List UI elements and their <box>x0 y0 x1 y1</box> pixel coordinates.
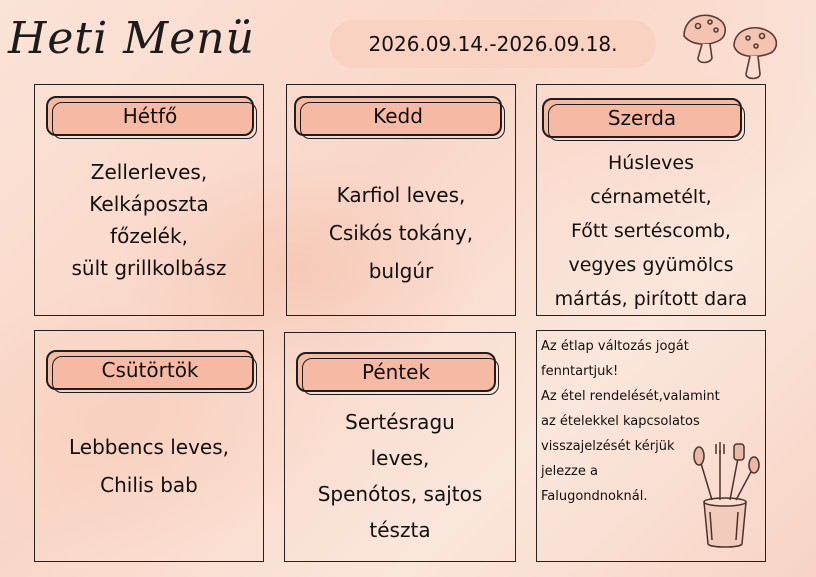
dish-item: leves, <box>370 446 430 470</box>
dish-item: Lebbencs leves, <box>68 435 230 459</box>
kitchen-utensils-icon <box>690 440 762 550</box>
dish-item: Spenótos, sajtos <box>317 482 483 506</box>
day-label-thursday: Csütörtök <box>46 350 254 390</box>
dish-item: tészta <box>369 518 431 542</box>
dish-item: Húsleves <box>607 152 695 174</box>
day-label-tuesday: Kedd <box>294 96 502 136</box>
dish-item: Sertésragu <box>345 410 455 434</box>
day-label-friday: Péntek <box>296 352 496 392</box>
dish-item: Karfiol leves, <box>336 183 466 207</box>
notice-line: jelezze a <box>541 464 598 479</box>
dish-list-thursday <box>34 428 264 504</box>
notice-line: Falugondnoknál. <box>541 489 648 504</box>
dish-item: sült grillkolbász <box>71 256 227 280</box>
mushroom-icon <box>676 6 786 82</box>
day-label-wednesday: Szerda <box>542 98 742 138</box>
dish-item: mártás, pirított dara <box>554 288 748 310</box>
dish-list-friday <box>284 404 516 548</box>
dish-list-wednesday <box>536 146 766 316</box>
dish-item: Chilis bab <box>100 473 198 497</box>
notice-line: Az étlap változás jogát <box>541 339 689 354</box>
dish-item: főzelék, <box>110 224 188 248</box>
dish-item: cérnametélt, <box>590 186 712 208</box>
date-range-badge: 2026.09.14.-2026.09.18. <box>330 20 656 68</box>
dish-item: Főtt sertéscomb, <box>571 220 731 242</box>
notice-line: az ételekkel kapcsolatos <box>541 414 700 429</box>
notice-line: fenntartjuk! <box>541 364 619 379</box>
dish-item: Zellerleves, <box>90 160 208 184</box>
dish-item: vegyes gyümölcs <box>568 254 734 276</box>
notice-line: visszajelzését kérjük <box>541 439 675 454</box>
notice-line: Az étel rendelését,valamint <box>541 389 720 404</box>
dish-item: Csikós tokány, <box>328 221 474 245</box>
dish-list-monday <box>34 156 264 284</box>
dish-item: Kelkáposzta <box>89 192 209 216</box>
day-label-monday: Hétfő <box>46 96 254 136</box>
dish-item: bulgúr <box>368 259 434 283</box>
dish-list-tuesday <box>286 176 516 290</box>
menu-title: Heti Menü <box>8 13 255 64</box>
